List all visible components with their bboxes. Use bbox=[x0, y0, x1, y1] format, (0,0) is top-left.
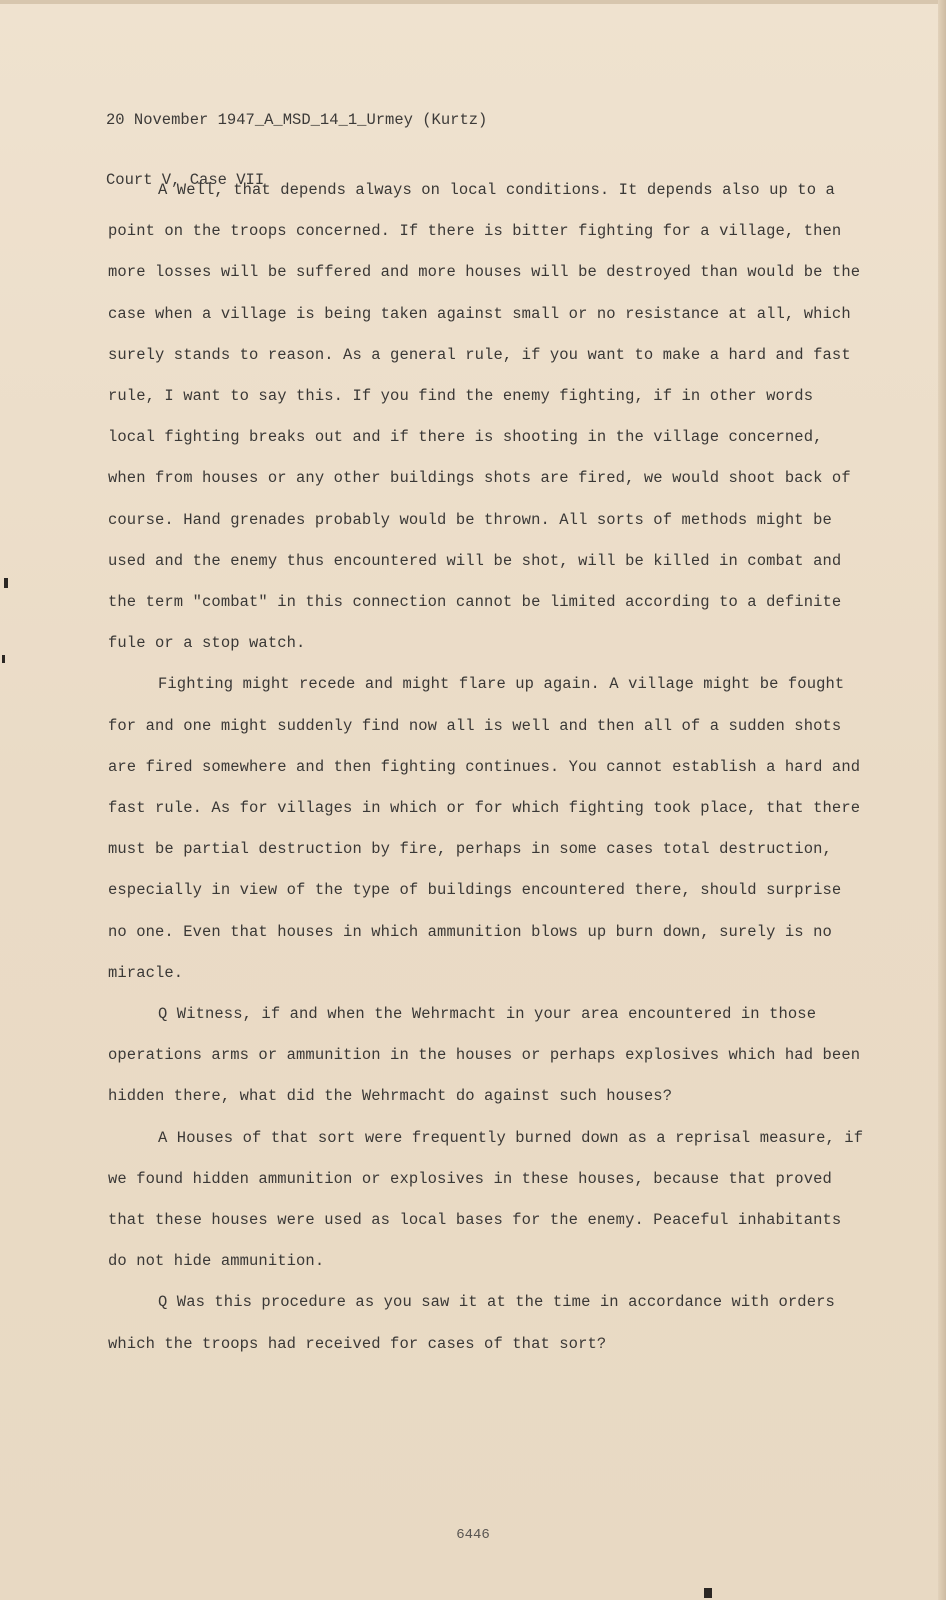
page-top-edge bbox=[0, 0, 946, 4]
paragraph-question-orders: Q Was this procedure as you saw it at the time in accordance with orders which the troops had received for cases of that sort? bbox=[108, 1293, 835, 1353]
margin-mark-bottom bbox=[704, 1588, 712, 1598]
header-date-line: 20 November 1947_A_MSD_14_1_Urmey (Kurtz) bbox=[106, 111, 488, 129]
header-court-line: Court V, Case VII bbox=[106, 171, 265, 189]
margin-mark-left bbox=[4, 578, 8, 588]
margin-mark-left-lower bbox=[2, 655, 5, 663]
page-right-edge bbox=[938, 0, 946, 1600]
paragraph-answer-reprisal: A Houses of that sort were frequently burned down as a reprisal measure, if we found hidden ammunition or explosives in these houses, because that proved that these houses were used as local bases for the enemy. Peaceful inhabitants do not hide ammunition. bbox=[108, 1128, 864, 1271]
transcript-body bbox=[108, 170, 868, 1365]
paragraph-question-ammunition: Q Witness, if and when the Wehrmacht in your area encountered in those operations arms or ammunition in the houses or perhaps explosives which had been hidden there, what did the Wehrmacht do against such houses? bbox=[108, 1005, 861, 1106]
paragraph-fighting-recede: Fighting might recede and might flare up again. A village might be fought for and one might suddenly find now all is well and then all of a sudden shots are fired somewhere and then fighting continues. You cannot establish a hard and fast rule. As for villages in which or for which fighting took place, that there must be partial destruction by fire, perhaps in some cases total destruction, especially in view of the type of buildings encountered there, should surprise no one. Even that houses in which ammunition blows up burn down, surely is no miracle. bbox=[108, 675, 861, 982]
paragraph-answer-local-conditions: A Well, that depends always on local conditions. It depends also up to a point on the troops concerned. If there is bitter fighting for a village, then more losses will be suffered and more houses will be destroyed than would be the case when a village is being taken against small or no resistance at all, which surely stands to reason. As a general rule, if you want to make a hard and fast rule, I want to say this. If you find the enemy fighting, if in other words local fighting breaks out and if there is shooting in the village concerned, when from houses or any other buildings shots are fired, we would shoot back of course. Hand grenades probably would be thrown. All sorts of methods might be used and the enemy thus encountered will be shot, will be killed in combat and the term "combat" in this connection cannot be limited according to a definite fule or a stop watch. bbox=[108, 181, 861, 653]
page-number: 6446 bbox=[456, 1527, 490, 1543]
